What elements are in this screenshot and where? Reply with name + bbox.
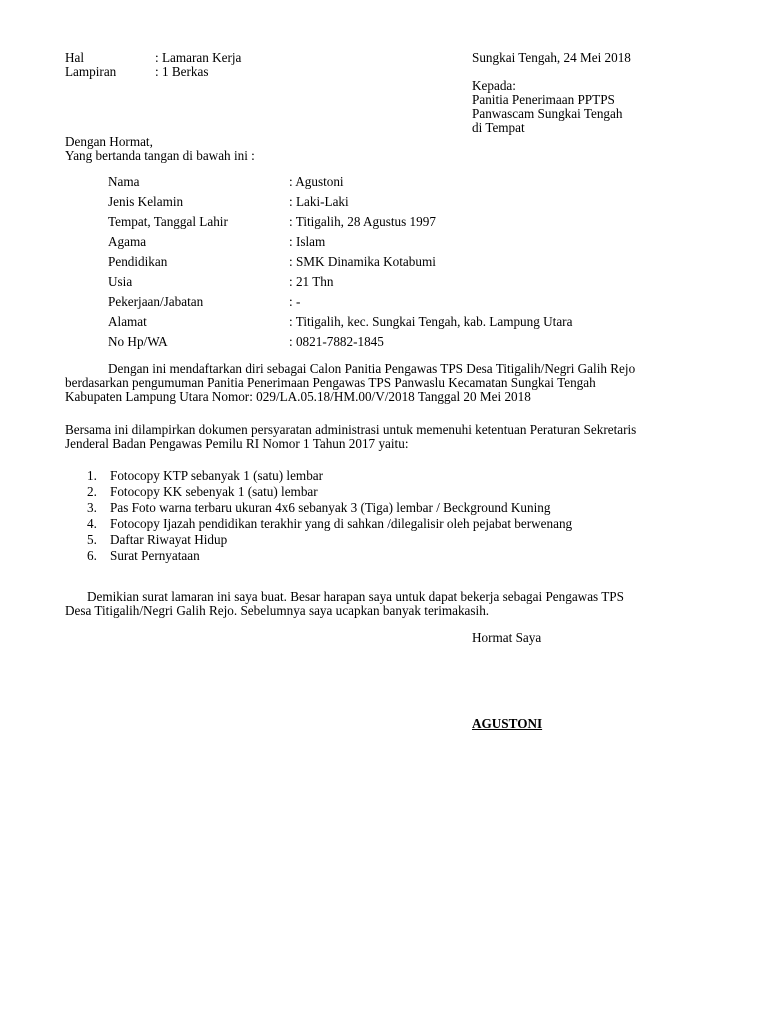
list-item-number: 2.	[87, 484, 97, 499]
list-item-text: Fotocopy KTP sebanyak 1 (satu) lembar	[110, 468, 324, 483]
list-item-text: Daftar Riwayat Hidup	[110, 532, 228, 547]
list-item-text: Pas Foto warna terbaru ukuran 4x6 sebanyak 3 (Tiga) lembar / Beckground Kuning	[110, 500, 551, 515]
recipient-line-3: di Tempat	[472, 120, 525, 135]
list-item-number: 4.	[87, 516, 97, 531]
list-item-number: 5.	[87, 532, 97, 547]
intro-line: Yang bertanda tangan di bawah ini :	[65, 148, 255, 163]
identity-label: Nama	[108, 174, 140, 189]
recipient-line-2: Panwascam Sungkai Tengah	[472, 106, 623, 121]
identity-value: : 21 Thn	[289, 274, 334, 289]
identity-value: : Titigalih, 28 Agustus 1997	[289, 214, 436, 229]
recipient-to-label: Kepada:	[472, 78, 516, 93]
closing-line-1: Demikian surat lamaran ini saya buat. Besar harapan saya untuk dapat bekerja sebagai Pengawas TPS	[87, 589, 624, 604]
paragraph-1-line-1: Dengan ini mendaftarkan diri sebagai Calon Panitia Pengawas TPS Desa Titigalih/Negri Galih Rejo	[108, 361, 636, 376]
paragraph-2-line-1: Bersama ini dilampirkan dokumen persyaratan administrasi untuk memenuhi ketentuan Peraturan Sekretaris	[65, 422, 637, 437]
lampiran-value: : 1 Berkas	[155, 64, 209, 79]
list-item-text: Surat Pernyataan	[110, 548, 200, 563]
paragraph-1-line-3: Kabupaten Lampung Utara Nomor: 029/LA.05.18/HM.00/V/2018 Tanggal 20 Mei 2018	[65, 389, 531, 404]
list-item-number: 6.	[87, 548, 97, 563]
signer-name: AGUSTONI	[472, 716, 543, 731]
identity-value: : Titigalih, kec. Sungkai Tengah, kab. Lampung Utara	[289, 314, 573, 329]
list-item-number: 3.	[87, 500, 97, 515]
identity-label: No Hp/WA	[108, 334, 168, 349]
lampiran-label: Lampiran	[65, 64, 117, 79]
paragraph-1-line-2: berdasarkan pengumuman Panitia Penerimaan Pengawas TPS Panwaslu Kecamatan Sungkai Tengah	[65, 375, 596, 390]
regards: Hormat Saya	[472, 630, 542, 645]
place-date: Sungkai Tengah, 24 Mei 2018	[472, 50, 631, 65]
list-item-text: Fotocopy KK sebenyak 1 (satu) lembar	[110, 484, 318, 499]
identity-label: Pendidikan	[108, 254, 168, 269]
identity-label: Alamat	[108, 314, 147, 329]
list-item-text: Fotocopy Ijazah pendidikan terakhir yang di sahkan /dilegalisir oleh pejabat berwenang	[110, 516, 573, 531]
identity-label: Jenis Kelamin	[108, 194, 184, 209]
closing-line-2: Desa Titigalih/Negri Galih Rejo. Sebelumnya saya ucapkan banyak terimakasih.	[65, 603, 490, 618]
identity-value: : -	[289, 294, 301, 309]
list-item-number: 1.	[87, 468, 97, 483]
identity-value: : Agustoni	[289, 174, 344, 189]
identity-value: : SMK Dinamika Kotabumi	[289, 254, 436, 269]
identity-value: : Laki-Laki	[289, 194, 349, 209]
identity-label: Pekerjaan/Jabatan	[108, 294, 204, 309]
identity-value: : 0821-7882-1845	[289, 334, 384, 349]
identity-label: Tempat, Tanggal Lahir	[108, 214, 228, 229]
greeting: Dengan Hormat,	[65, 134, 153, 149]
identity-label: Usia	[108, 274, 133, 289]
recipient-line-1: Panitia Penerimaan PPTPS	[472, 92, 615, 107]
hal-label: Hal	[65, 50, 85, 65]
identity-value: : Islam	[289, 234, 326, 249]
identity-label: Agama	[108, 234, 147, 249]
hal-value: : Lamaran Kerja	[155, 50, 242, 65]
paragraph-2-line-2: Jenderal Badan Pengawas Pemilu RI Nomor 1 Tahun 2017 yaitu:	[65, 436, 409, 451]
